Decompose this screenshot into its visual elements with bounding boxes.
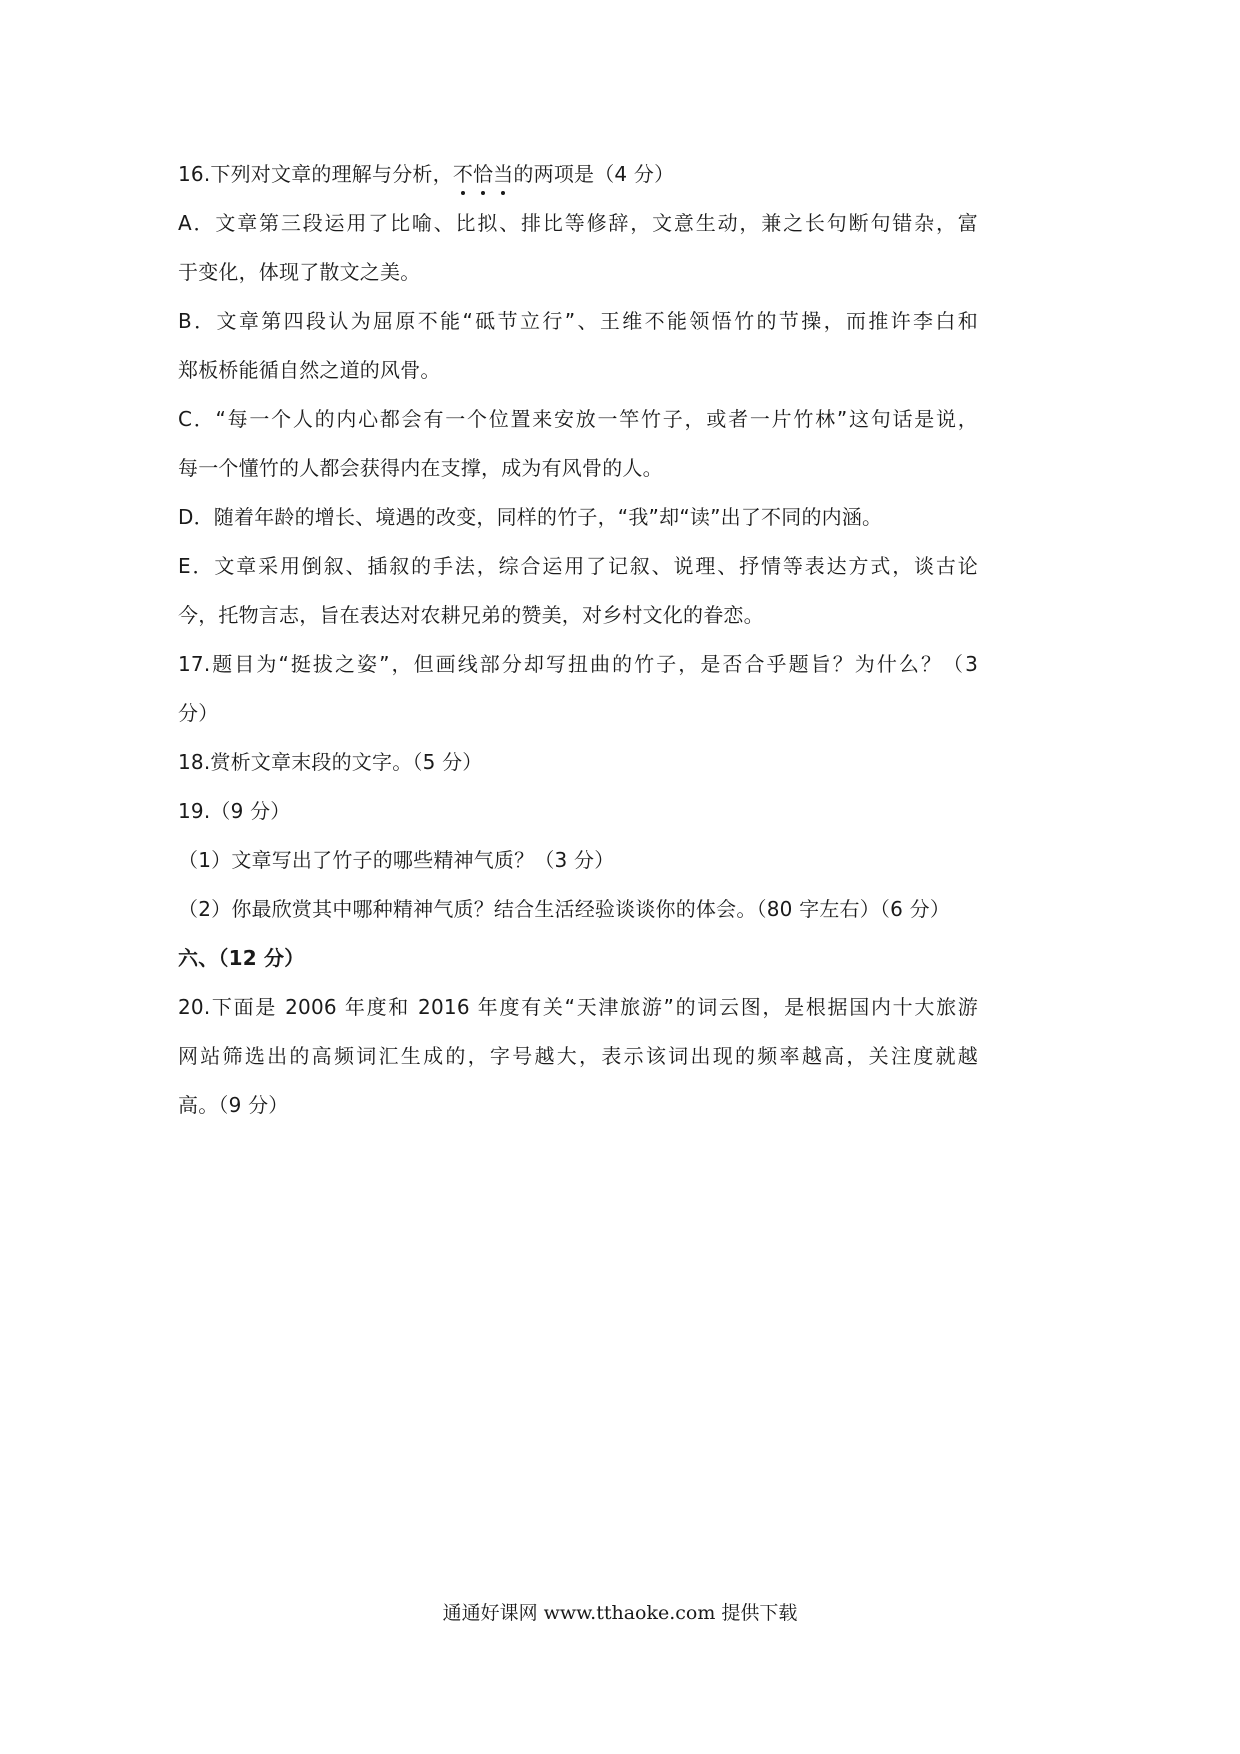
question-19-sub-1: （1）文章写出了竹子的哪些精神气质？（3 分）	[178, 848, 615, 872]
question-16-stem-post: 的两项是（4 分）	[513, 162, 675, 186]
question-20-line-1: 20.下面是 2006 年度和 2016 年度有关“天津旅游”的词云图，是根据国内十大旅游	[178, 995, 978, 1019]
option-b-line-2: 郑板桥能循自然之道的风骨。	[178, 358, 441, 382]
question-16-emphasis	[453, 162, 514, 186]
option-a-line-1: A．文章第三段运用了比喻、比拟、排比等修辞，文意生动，兼之长句断句错杂，富	[178, 211, 978, 235]
question-17-line-2: 分）	[178, 701, 219, 725]
option-b-line-1: B．文章第四段认为屈原不能“砥节立行”、王维不能领悟竹的节操，而推许李白和	[178, 309, 978, 333]
question-16-stem-pre: 16.下列对文章的理解与分析，	[178, 162, 453, 186]
question-19-sub-2: （2）你最欣赏其中哪种精神气质？结合生活经验谈谈你的体会。（80 字左右）（6 分）	[178, 897, 951, 921]
question-16-emphasis-text: 不恰当	[452, 162, 514, 186]
footer-source-text: 通通好课网 www.tthaoke.com 提供下载	[442, 1602, 798, 1624]
question-16-stem	[178, 150, 978, 199]
question-19-line-1: 19.（9 分）	[178, 799, 291, 823]
emphasis-dot	[481, 191, 485, 195]
option-d-line-1: D．随着年龄的增长、境遇的改变，同样的竹子，“我”却“读”出了不同的内涵。	[178, 505, 883, 529]
option-e-line-1: E．文章采用倒叙、插叙的手法，综合运用了记叙、说理、抒情等表达方式，谈古论	[178, 554, 978, 578]
question-17-line-1: 17.题目为“挺拔之姿”，但画线部分却写扭曲的竹子，是否合乎题旨？为什么？（3	[178, 652, 978, 676]
emphasis-dot	[501, 191, 505, 195]
option-a-line-2: 于变化，体现了散文之美。	[178, 260, 421, 284]
emphasis-dot	[461, 191, 465, 195]
option-e-line-2: 今，托物言志，旨在表达对农耕兄弟的赞美，对乡村文化的眷恋。	[178, 603, 764, 627]
question-18-line-1: 18.赏析文章末段的文字。（5 分）	[178, 750, 483, 774]
option-c-line-1: C．“每一个人的内心都会有一个位置来安放一竿竹子，或者一片竹林”这句话是说，	[178, 407, 978, 431]
option-c-line-2: 每一个懂竹的人都会获得内在支撑，成为有风骨的人。	[178, 456, 663, 480]
page-content	[178, 150, 978, 1130]
section-6-heading: 六、（12 分）	[178, 946, 305, 970]
question-20-line-3: 高。（9 分）	[178, 1093, 289, 1117]
question-20-line-2: 网站筛选出的高频词汇生成的，字号越大，表示该词出现的频率越高，关注度就越	[178, 1044, 978, 1068]
